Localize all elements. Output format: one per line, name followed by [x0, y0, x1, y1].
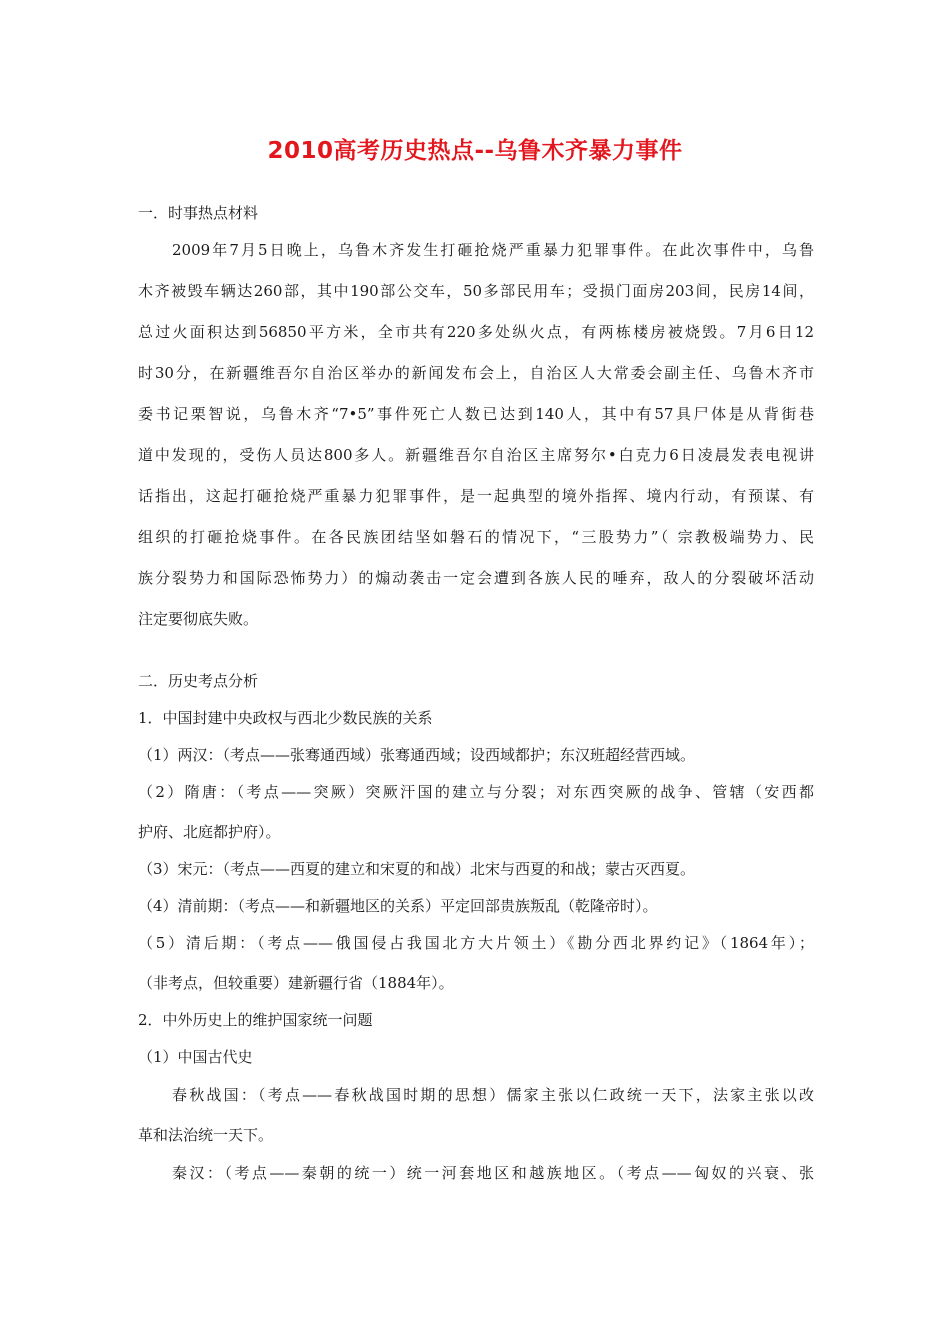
item1-line: （5）清后期：（考点——俄国侵占我国北方大片领土）《勘分西北界约记》（1864年）； — [138, 934, 814, 952]
item1-line: 护府、北庭都护府）。 — [138, 823, 281, 841]
item1-line: （4）清前期：（考点——和新疆地区的关系）平定回部贵族叛乱（乾隆帝时）。 — [138, 897, 658, 915]
para1-line: 2009年7月5日晚上，乌鲁木齐发生打砸抢烧严重暴力犯罪事件。在此次事件中，乌鲁 — [172, 241, 814, 259]
item1-line: （非考点，但较重要）建新疆行省（1884年）。 — [138, 974, 454, 992]
item1-line: （2）隋唐：（考点——突厥）突厥汗国的建立与分裂；对东西突厥的战争、管辖（安西都 — [138, 783, 814, 801]
para1-line: 话指出，这起打砸抢烧严重暴力犯罪事件，是一起典型的境外指挥、境内行动，有预谋、有 — [138, 487, 814, 505]
para1-line: 总过火面积达到56850平方米，全市共有220多处纵火点，有两栋楼房被烧毁。7月6日12 — [138, 323, 814, 341]
item1-heading: 1．中国封建中央政权与西北少数民族的关系 — [138, 709, 433, 727]
item2-para-line: 春秋战国：（考点——春秋战国时期的思想）儒家主张以仁政统一天下，法家主张以改 — [172, 1086, 814, 1104]
para1-line: 注定要彻底失败。 — [138, 610, 259, 628]
item2-heading: 2．中外历史上的维护国家统一问题 — [138, 1011, 373, 1029]
section-heading-2: 二．历史考点分析 — [138, 672, 259, 690]
item1-line: （1）两汉：（考点——张骞通西域）张骞通西域；设西域都护；东汉班超经营西域。 — [138, 746, 696, 764]
section-heading-1: 一．时事热点材料 — [138, 204, 259, 222]
item2-subheading: （1）中国古代史 — [138, 1048, 253, 1066]
para1-line: 木齐被毁车辆达260部，其中190部公交车，50多部民用车；受损门面房203间，民房14间， — [138, 282, 814, 300]
item2-para-line: 秦汉：（考点——秦朝的统一）统一河套地区和越族地区。（考点——匈奴的兴衰、张 — [172, 1164, 814, 1182]
para1-line: 族分裂势力和国际恐怖势力）的煽动袭击一定会遭到各族人民的唾弃，敌人的分裂破坏活动 — [138, 569, 814, 587]
item2-para-line: 革和法治统一天下。 — [138, 1126, 274, 1144]
document-title: 2010高考历史热点--乌鲁木齐暴力事件 — [267, 138, 683, 164]
para1-line: 组织的打砸抢烧事件。在各民族团结坚如磐石的情况下，“三股势力”（ 宗教极端势力、民 — [138, 528, 814, 546]
para1-line: 委书记栗智说，乌鲁木齐“7•5”事件死亡人数已达到140人，其中有57具尸体是从背街巷 — [138, 405, 814, 423]
para1-line: 道中发现的，受伤人员达800多人。新疆维吾尔自治区主席努尔•白克力6日凌晨发表电视讲 — [138, 446, 814, 464]
para1-line: 时30分，在新疆维吾尔自治区举办的新闻发布会上，自治区人大常委会副主任、乌鲁木齐市 — [138, 364, 814, 382]
item1-line: （3）宋元：（考点——西夏的建立和宋夏的和战）北宋与西夏的和战；蒙古灭西夏。 — [138, 860, 696, 878]
